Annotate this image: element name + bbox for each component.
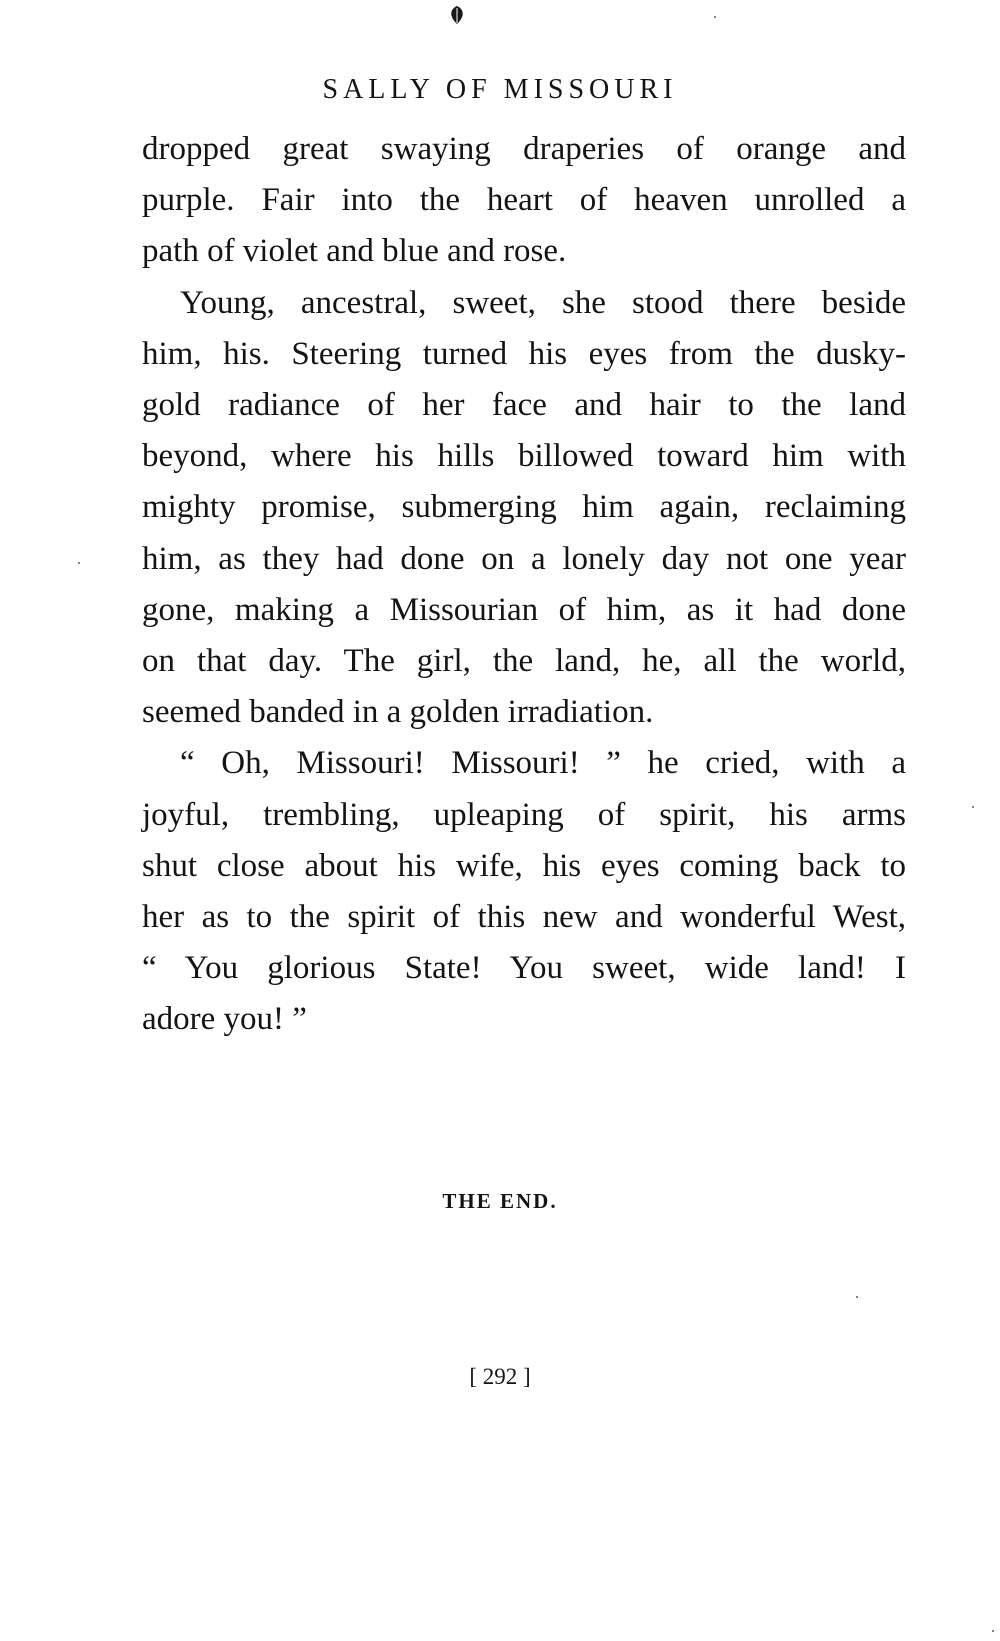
text-line: purple. Fair into the heart of heaven unrolled a bbox=[142, 182, 906, 219]
scan-speck bbox=[972, 806, 974, 808]
leaf-ornament-icon bbox=[446, 4, 468, 26]
text-line: “ You glorious State! You sweet, wide land! I bbox=[142, 950, 906, 987]
page-number: [ 292 ] bbox=[469, 1364, 531, 1389]
text-line: on that day. The girl, the land, he, all the world, bbox=[142, 643, 906, 680]
text-line: dropped great swaying draperies of orange and bbox=[142, 131, 906, 167]
paragraph-3 bbox=[142, 738, 906, 1045]
text-line: adore you! ” bbox=[142, 1001, 307, 1038]
text-line: gold radiance of her face and hair to the land bbox=[142, 387, 906, 424]
text-line: seemed banded in a golden irradiation. bbox=[142, 694, 654, 731]
scan-speck bbox=[714, 16, 716, 18]
text-line: mighty promise, submerging him again, reclaiming bbox=[142, 489, 906, 526]
text-line: shut close about his wife, his eyes coming back to bbox=[142, 847, 906, 884]
text-line: her as to the spirit of this new and wonderful West, bbox=[142, 899, 906, 936]
text-line: him, his. Steering turned his eyes from the dusky- bbox=[142, 335, 906, 372]
the-end-label: THE END. bbox=[442, 1189, 558, 1213]
scan-speck bbox=[992, 1630, 994, 1632]
text-line: him, as they had done on a lonely day not one year bbox=[142, 540, 906, 577]
scan-speck bbox=[856, 1296, 858, 1298]
text-line: joyful, trembling, upleaping of spirit, his arms bbox=[142, 796, 906, 833]
paragraph-1 bbox=[142, 124, 906, 278]
text-line: path of violet and blue and rose. bbox=[142, 233, 567, 270]
running-head: SALLY OF MISSOURI bbox=[322, 74, 678, 105]
scan-speck bbox=[78, 562, 80, 564]
text-line: “ Oh, Missouri! Missouri! ” he cried, with a bbox=[180, 745, 906, 782]
paragraph-2 bbox=[142, 278, 906, 739]
text-line: Young, ancestral, sweet, she stood there beside bbox=[180, 284, 906, 321]
text-line: gone, making a Missourian of him, as it had done bbox=[142, 591, 906, 628]
text-line: beyond, where his hills billowed toward him with bbox=[142, 438, 906, 475]
body-text bbox=[142, 124, 906, 1046]
